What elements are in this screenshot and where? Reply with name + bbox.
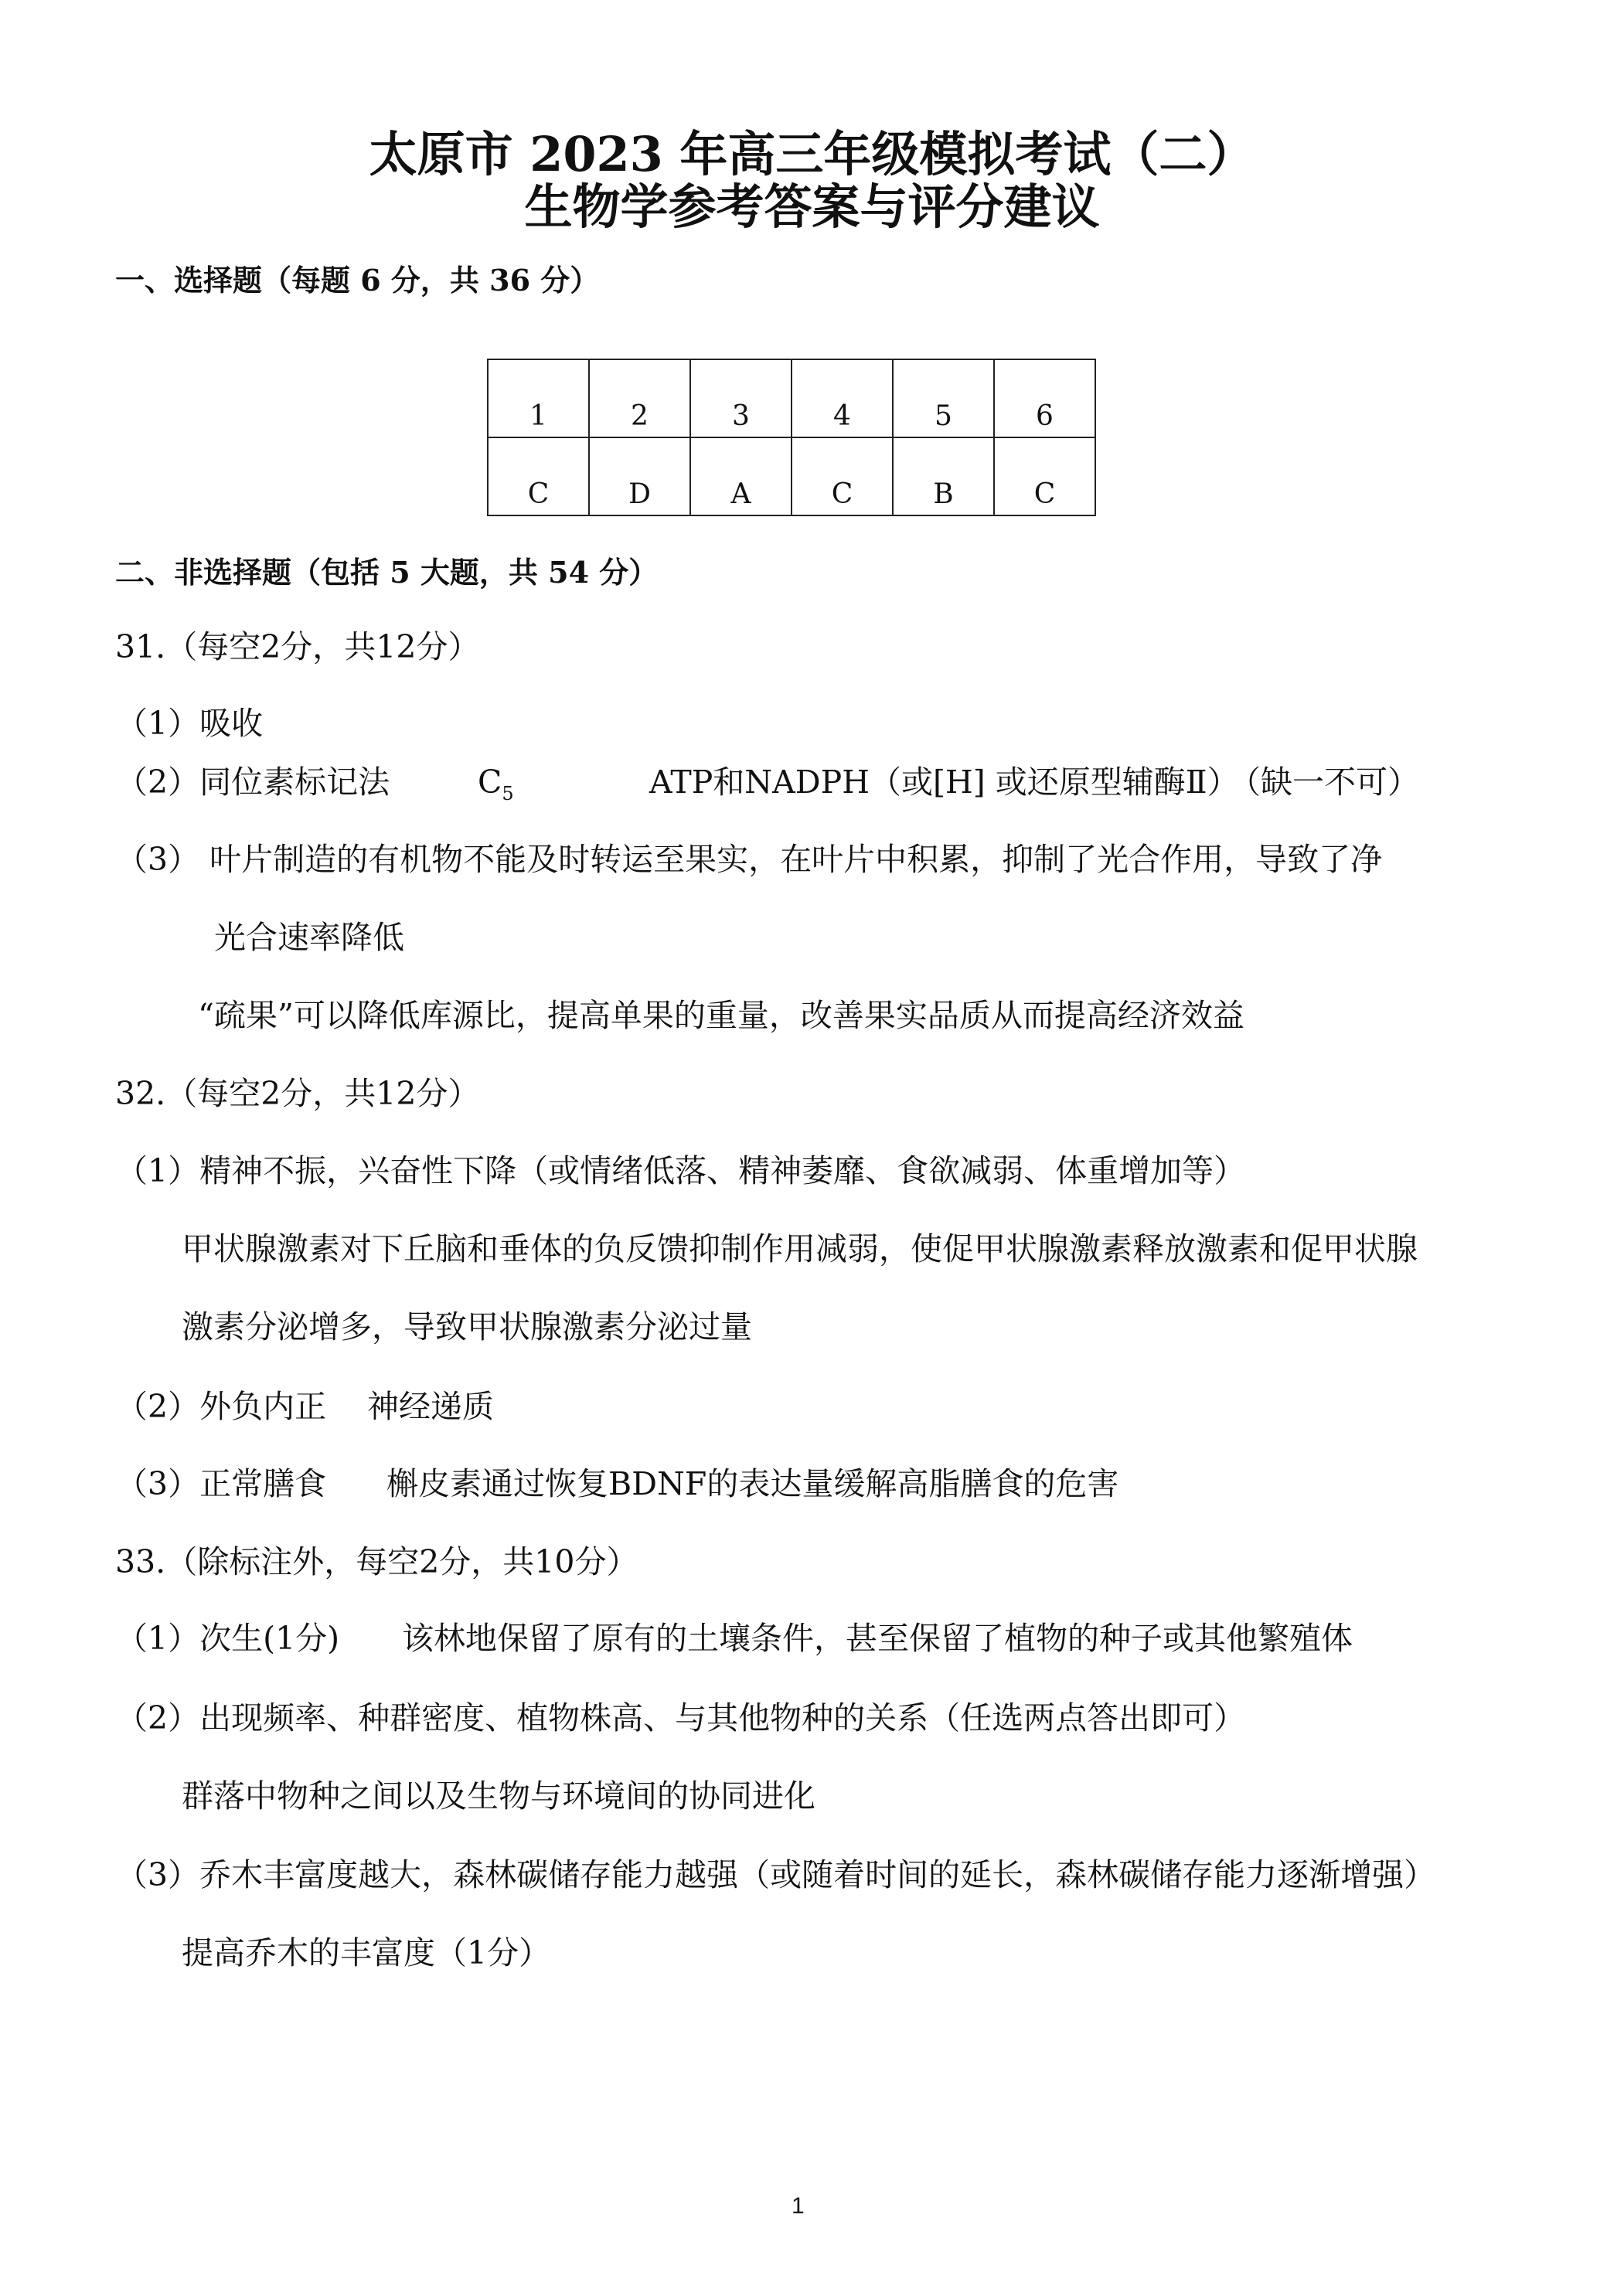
q33-answer-3b: 提高乔木的丰富度（1分） xyxy=(182,1934,551,1971)
table-cell: 1 xyxy=(488,359,589,437)
q31-answer-3b: 光合速率降低 xyxy=(214,919,404,956)
table-row-numbers xyxy=(488,359,1095,437)
q31-header: 31.（每空2分，共12分） xyxy=(115,628,480,665)
q32-answer-1b: 甲状腺激素对下丘脑和垂体的负反馈抑制作用减弱，使促甲状腺激素释放激素和促甲状腺 xyxy=(182,1230,1418,1267)
q31-answer-2a: （2）同位素标记法 xyxy=(116,764,390,801)
table-cell: D xyxy=(589,437,690,515)
doc-subtitle: 生物学参考答案与评分建议 xyxy=(524,179,1100,235)
table-cell: C xyxy=(994,437,1095,515)
table-cell: A xyxy=(690,437,792,515)
page-number: 1 xyxy=(792,2193,805,2219)
q33-answer-1b: 该林地保留了原有的土壤条件，甚至保留了植物的种子或其他繁殖体 xyxy=(402,1620,1353,1657)
q33-answer-3a: （3）乔木丰富度越大，森林碳储存能力越强（或随着时间的延长，森林碳储存能力逐渐增强） xyxy=(116,1856,1436,1893)
q33-answer-1a: （1）次生(1分) xyxy=(116,1620,340,1657)
table-cell: C xyxy=(488,437,589,515)
table-row-answers xyxy=(488,437,1095,515)
q32-answer-1c: 激素分泌增多，导致甲状腺激素分泌过量 xyxy=(182,1308,752,1345)
q32-header: 32.（每空2分，共12分） xyxy=(115,1075,480,1112)
table-cell: C xyxy=(792,437,893,515)
table-cell: B xyxy=(893,437,994,515)
table-cell: 3 xyxy=(690,359,792,437)
q31-answer-1: （1）吸收 xyxy=(116,705,264,742)
table-cell: 5 xyxy=(893,359,994,437)
q31-answer-3c: “疏果”可以降低库源比，提高单果的重量，改善果实品质从而提高经济效益 xyxy=(198,997,1244,1034)
q32-answer-3a: （3）正常膳食 xyxy=(116,1465,327,1502)
table-cell: 2 xyxy=(589,359,690,437)
q32-answer-2a: （2）外负内正 xyxy=(116,1388,327,1425)
section2-heading: 二、非选择题（包括 5 大题，共 54 分） xyxy=(115,555,659,590)
table-cell: 6 xyxy=(994,359,1095,437)
doc-title: 太原市 2023 年高三年级模拟考试（二） xyxy=(369,126,1255,182)
q31-answer-2c: ATP和NADPH（或[H] 或还原型辅酶Ⅱ） xyxy=(649,764,1239,801)
q32-answer-1a: （1）精神不振，兴奋性下降（或情绪低落、精神萎靡、食欲减弱、体重增加等） xyxy=(116,1152,1246,1189)
table-cell: 4 xyxy=(792,359,893,437)
q33-header: 33.（除标注外，每空2分，共10分） xyxy=(115,1543,638,1580)
q31-answer-3a: （3） 叶片制造的有机物不能及时转运至果实，在叶片中积累，抑制了光合作用，导致了净 xyxy=(116,841,1383,878)
q32-answer-3b: 槲皮素通过恢复BDNF的表达量缓解高脂膳食的危害 xyxy=(386,1465,1119,1502)
section1-heading: 一、选择题（每题 6 分，共 36 分） xyxy=(115,263,600,298)
q33-answer-2b: 群落中物种之间以及生物与环境间的协同进化 xyxy=(182,1777,815,1815)
q32-answer-2b: 神经递质 xyxy=(367,1388,494,1425)
answer-table xyxy=(487,359,1096,516)
c5-text: C xyxy=(478,764,502,801)
q33-answer-2a: （2）出现频率、种群密度、植物株高、与其他物种的关系（任选两点答出即可） xyxy=(116,1699,1246,1736)
c5-subscript: 5 xyxy=(502,783,514,805)
q31-answer-2d: （缺一不可） xyxy=(1229,764,1419,801)
q31-answer-2b xyxy=(478,763,514,813)
